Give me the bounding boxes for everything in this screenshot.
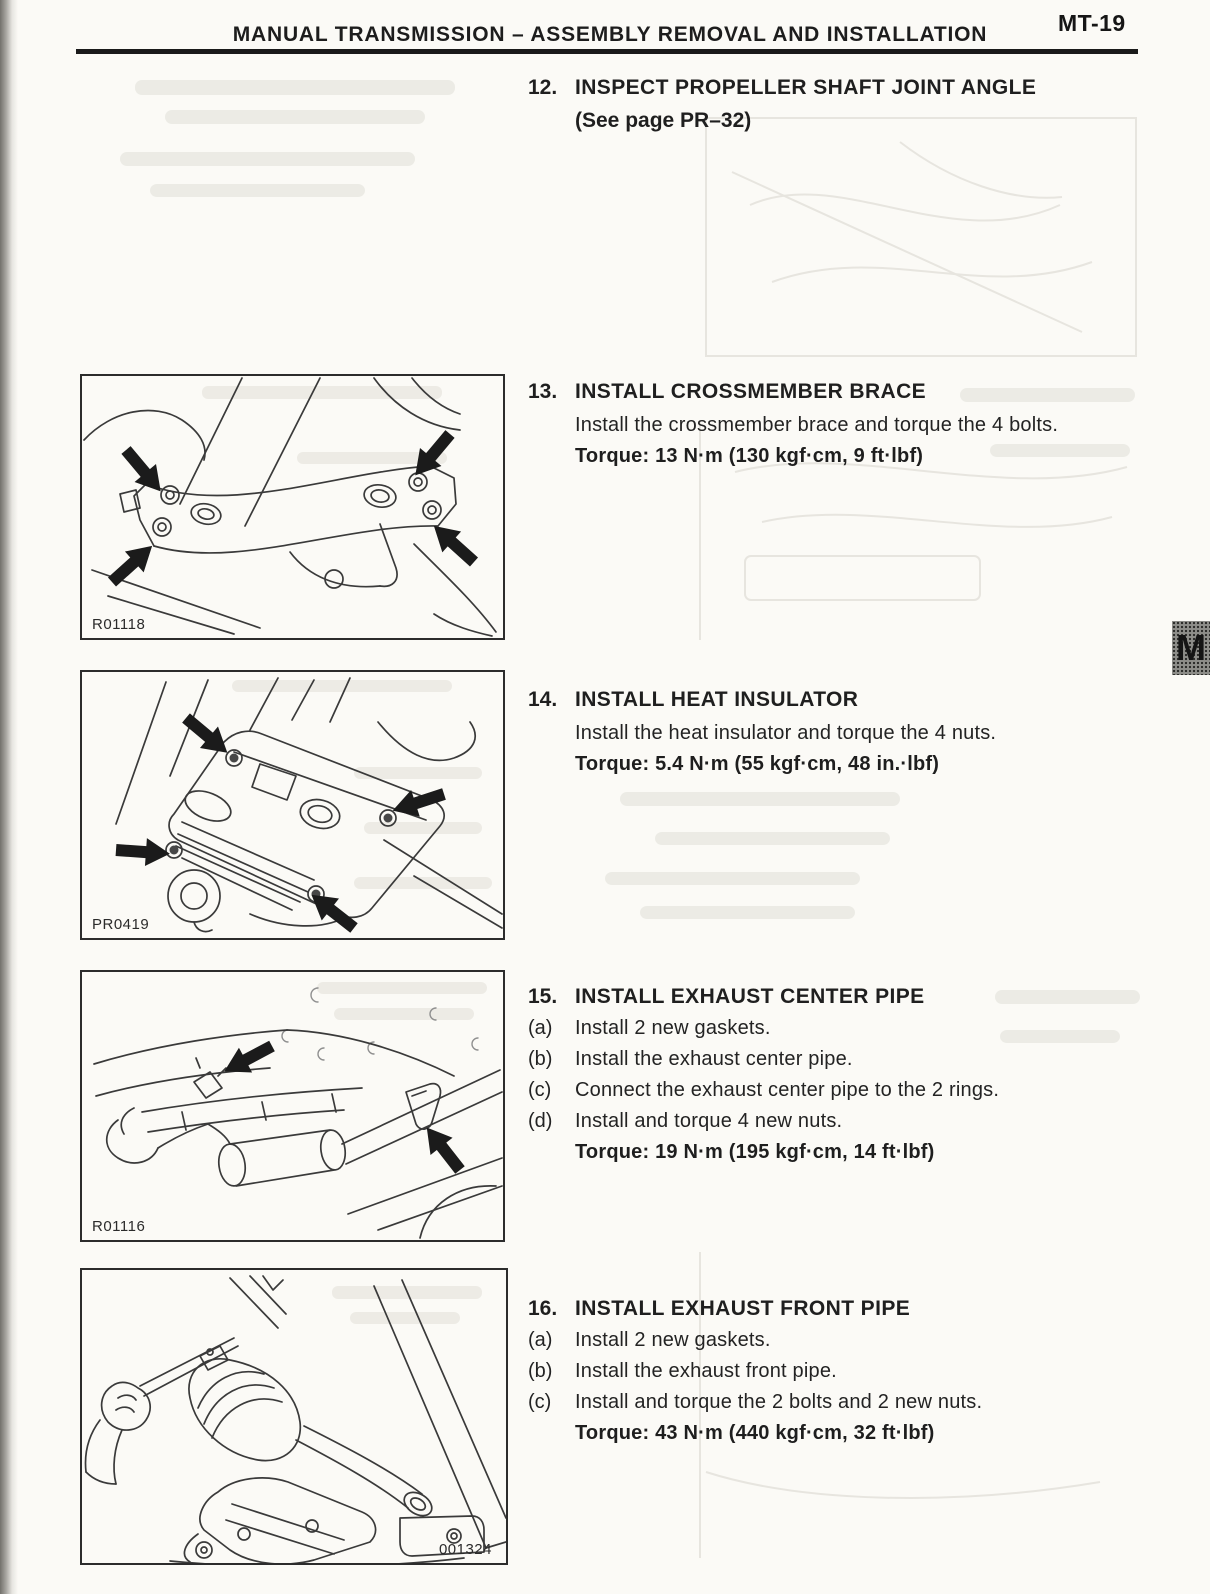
step-substep bbox=[528, 1360, 1200, 1383]
header-rule bbox=[76, 49, 1138, 54]
substep-letter: (a) bbox=[528, 1329, 553, 1351]
step-12-section bbox=[528, 76, 1178, 133]
figure-label: R01116 bbox=[92, 1218, 146, 1235]
step-number: 12. bbox=[528, 76, 558, 99]
step-instruction: Install the crossmember brace and torque the 4 bolts. bbox=[575, 414, 1059, 436]
torque-spec: Torque: 13 N·m (130 kgf·cm, 9 ft·lbf) bbox=[575, 445, 924, 467]
substep-text: Connect the exhaust center pipe to the 2 rings. bbox=[575, 1079, 1000, 1101]
step-substep bbox=[528, 1110, 1200, 1133]
page-header-title: MANUAL TRANSMISSION – ASSEMBLY REMOVAL AND INSTALLATION bbox=[232, 23, 988, 46]
step-number: 14. bbox=[528, 688, 558, 711]
substep-letter: (d) bbox=[528, 1110, 553, 1132]
step-number: 13. bbox=[528, 380, 558, 403]
step-substep bbox=[528, 1329, 1200, 1352]
step-title: INSTALL EXHAUST CENTER PIPE bbox=[575, 985, 925, 1008]
section-index-tab bbox=[1172, 621, 1210, 675]
figure-label: R01118 bbox=[92, 616, 146, 633]
step-16-section bbox=[528, 1297, 1200, 1445]
figure-heat-insulator bbox=[80, 670, 505, 940]
substep-text: Install and torque the 2 bolts and 2 new nuts. bbox=[575, 1391, 983, 1413]
crossmember-brace-illustration bbox=[82, 376, 503, 638]
page-number: MT-19 bbox=[1058, 10, 1126, 36]
step-title: INSPECT PROPELLER SHAFT JOINT ANGLE bbox=[575, 76, 1037, 99]
heat-insulator-illustration bbox=[82, 672, 503, 938]
substep-letter: (a) bbox=[528, 1017, 553, 1039]
step-title: INSTALL EXHAUST FRONT PIPE bbox=[575, 1297, 911, 1320]
substep-letter: (b) bbox=[528, 1048, 553, 1070]
substep-text: Install 2 new gaskets. bbox=[575, 1017, 771, 1039]
bolt-pointer-arrows bbox=[103, 425, 484, 592]
substep-text: Install and torque 4 new nuts. bbox=[575, 1110, 843, 1132]
step-instruction: Install the heat insulator and torque the 4 nuts. bbox=[575, 722, 997, 744]
step-14-section bbox=[528, 688, 1198, 776]
torque-spec: Torque: 5.4 N·m (55 kgf·cm, 48 in.·lbf) bbox=[575, 753, 940, 775]
exhaust-front-pipe-illustration bbox=[82, 1270, 506, 1563]
substep-text: Install the exhaust center pipe. bbox=[575, 1048, 853, 1070]
torque-spec: Torque: 19 N·m (195 kgf·cm, 14 ft·lbf) bbox=[575, 1141, 935, 1163]
step-13-section bbox=[528, 380, 1198, 468]
figure-exhaust-center-pipe bbox=[80, 970, 505, 1242]
substep-letter: (c) bbox=[528, 1079, 552, 1101]
step-substep bbox=[528, 1017, 1200, 1040]
section-tab-letter: M bbox=[1176, 627, 1206, 668]
substep-text: Install 2 new gaskets. bbox=[575, 1329, 771, 1351]
substep-text: Install the exhaust front pipe. bbox=[575, 1360, 837, 1382]
substep-letter: (c) bbox=[528, 1391, 552, 1413]
step-number: 15. bbox=[528, 985, 558, 1008]
figure-label: PR0419 bbox=[92, 916, 150, 933]
substep-letter: (b) bbox=[528, 1360, 553, 1382]
step-number: 16. bbox=[528, 1297, 558, 1320]
figure-crossmember-brace bbox=[80, 374, 505, 640]
step-substep bbox=[528, 1391, 1200, 1414]
exhaust-center-pipe-illustration bbox=[82, 972, 503, 1240]
step-title: INSTALL HEAT INSULATOR bbox=[575, 688, 859, 711]
figure-label: 001324 bbox=[438, 1541, 492, 1558]
step-substep bbox=[528, 1048, 1200, 1071]
figure-exhaust-front-pipe bbox=[80, 1268, 508, 1565]
step-substep bbox=[528, 1079, 1200, 1102]
step-15-section bbox=[528, 985, 1200, 1164]
page-spine-shadow bbox=[0, 0, 18, 1594]
step-title: INSTALL CROSSMEMBER BRACE bbox=[575, 380, 927, 403]
step-subtitle: (See page PR–32) bbox=[575, 109, 752, 132]
torque-spec: Torque: 43 N·m (440 kgf·cm, 32 ft·lbf) bbox=[575, 1422, 935, 1444]
